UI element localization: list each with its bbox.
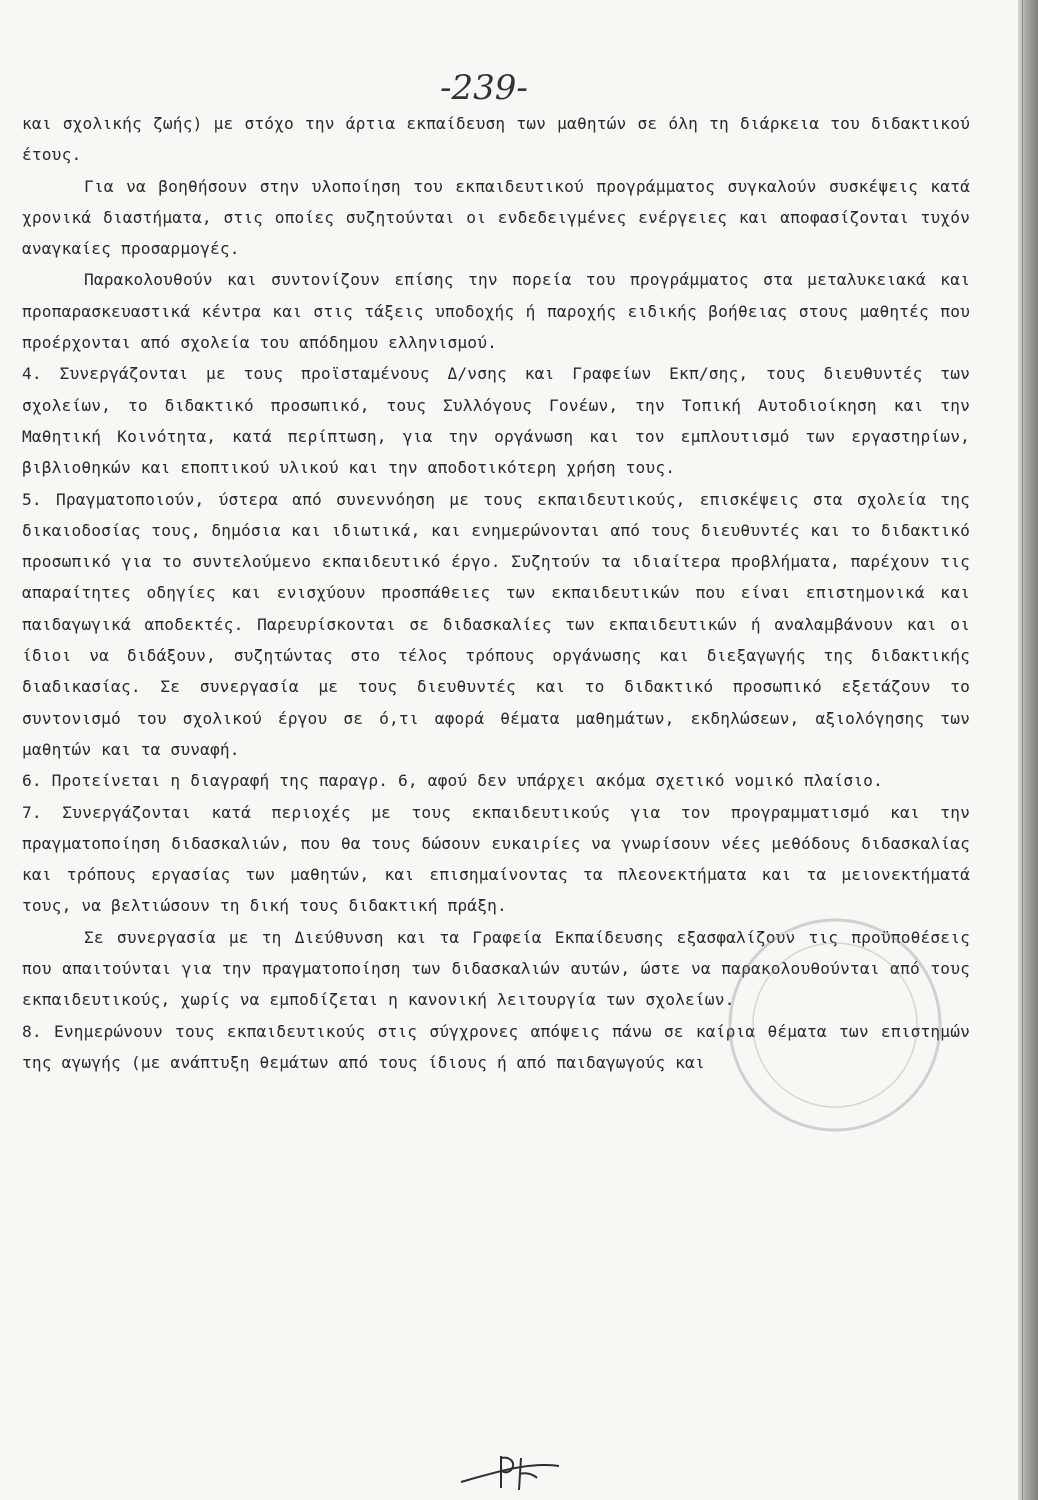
paragraph-item-7-cont: Σε συνεργασία με τη Διεύθυνση και τα Γραφεία Εκπαίδευσης εξασφαλίζουν τις προϋποθέσεις που απαιτούνται για την πραγματοποίηση των διδασκαλιών αυτών, ώστε να παρακολουθούνται από τους εκπαιδευτικούς, χωρίς να εμποδίζεται η κανονική λειτουργία των σχολείων. [22,927,970,1010]
faint-stamp-icon [715,905,955,1145]
paragraph-item-4: 4. Συνεργάζονται με τους προϊσταμένους Δ/νσης και Γραφείων Εκπ/σης, τους διευθυντές των σχολείων, το διδακτικό προσωπικό, τους Συλλόγους Γονέων, την Τοπική Αυτοδιοίκηση και την Μαθητική Κοινότητα, κατά περίπτωση, για την οργάνωση και τον εμπλουτισμό των εργαστηρίων, βιβλιοθηκών και εποπτικού υλικού και την αποδοτικότερη χρήση τους. [22,364,970,478]
signature-icon [455,1448,565,1496]
paragraph-meetings: Για να βοηθήσουν στην υλοποίηση του εκπαιδευτικού προγράμματος συγκαλούν συσκέψεις κατά χρονικά διαστήματα, στις οποίες συζητούνται οι ενδεδειγμένες ενέργειες και αποφασίζονται τυχόν αναγκαίες προσαρμογές. [22,176,970,259]
paragraph-item-7: 7. Συνεργάζονται κατά περιοχές με τους εκπαιδευτικούς για τον προγραμματισμό και την πραγματοποίηση διδασκαλιών, που θα τους δώσουν ευκαιρίες να γνωρίσουν νέες μεθόδους διδασκαλίας και τρόπους εργασίας των μαθητών, και επισημαίνοντας τα πλεονεκτήματα και τα μειονεκτήματά τους, να βελτιώσουν τη δική τους διδακτική πράξη. [22,802,970,916]
page-number: -239- [440,68,528,108]
paragraph-item-6: 6. Προτείνεται η διαγραφή της παραγρ. 6, αφού δεν υπάρχει ακόμα σχετικό νομικό πλαίσιο. [22,771,883,791]
binding-spine [1018,0,1038,1500]
paragraph-item-8: 8. Ενημερώνουν τους εκπαιδευτικούς στις σύγχρονες απόψεις πάνω σε καίρια θέματα των επιστημών της αγωγής (με ανάπτυξη θεμάτων από τους ίδιους ή από παιδαγωγούς και [22,1021,970,1072]
paragraph-monitoring: Παρακολουθούν και συντονίζουν επίσης την πορεία του προγράμματος στα μεταλυκειακά και προπαρασκευαστικά κέντρα και στις τάξεις υποδοχής ή παροχής ειδικής βοήθειας στους μαθητές που προέρχονται από σχολεία του απόδημου ελληνισμού. [22,270,970,353]
paragraph-continuation: και σχολικής ζωής) με στόχο την άρτια εκπαίδευση των μαθητών σε όλη τη διάρκεια του διδακτικού έτους. [22,114,970,165]
paragraph-item-5: 5. Πραγματοποιούν, ύστερα από συνεννόηση με τους εκπαιδευτικούς, επισκέψεις στα σχολεία της δικαιοδοσίας τους, δημόσια και ιδιωτικά, και ενημερώνονται από τους διευθυντές και το διδακτικό προσωπικό για το συντελούμενο εκπαιδευτικό έργο. Συζητούν τα ιδιαίτερα προβλήματα, παρέχουν τις απαραίτητες οδηγίες και ενισχύουν προσπάθειες των εκπαιδευτικών που είναι επιστημονικά και παιδαγωγικά αποδεκτές. Παρευρίσκονται σε διδασκαλίες των εκπαιδευτικών ή αναλαμβάνουν και οι ίδιοι να διδάξουν, συζητώντας στο τέλος τρόπους οργάνωσης και διεξαγωγής της διδακτικής διαδικασίας. Σε συνεργασία με τους διευθυντές και το διδακτικό προσωπικό εξετάζουν το συντονισμό του σχολικού έργου σε ό,τι αφορά θέματα μαθημάτων, εκδηλώσεων, αξιολόγησης των μαθητών και τα συναφή. [22,489,970,759]
